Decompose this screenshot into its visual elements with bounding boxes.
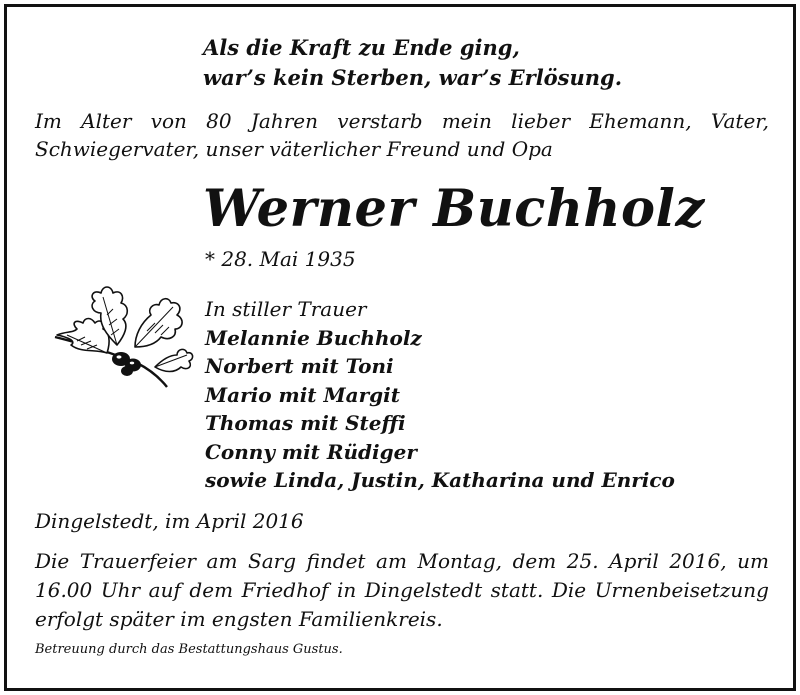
deceased-name: Werner Buchholz xyxy=(203,179,705,239)
details-line-1: Die Trauerfeier am Sarg findet am Montag, dem 25. April 2016, um xyxy=(35,549,769,573)
birth-date: * 28. Mai 1935 xyxy=(205,247,356,271)
memorial-quote xyxy=(203,33,622,93)
funeral-details xyxy=(35,547,769,634)
details-line-2: 16.00 Uhr auf dem Friedhof in Dingelstedt statt. Die Urnenbeisetzung xyxy=(35,578,769,602)
funeral-home-note: Betreuung durch das Bestattungshaus Gustus. xyxy=(35,642,343,657)
details-line-3: erfolgt später im engsten Familienkreis. xyxy=(35,607,443,631)
intro-text xyxy=(35,107,769,163)
quote-line-2: war’s kein Sterben, war’s Erlösung. xyxy=(203,65,623,90)
mourner-name: sowie Linda, Justin, Katharina und Enrico xyxy=(205,468,675,492)
mourner-name: Norbert mit Toni xyxy=(205,354,394,378)
mourner-name: Melannie Buchholz xyxy=(205,325,422,350)
mourners-lead: In stiller Trauer xyxy=(205,297,367,321)
mourner-name: Mario mit Margit xyxy=(205,382,400,407)
intro-line-1: Im Alter von 80 Jahren verstarb mein lieber Ehemann, Vater, xyxy=(35,109,769,133)
mourner-name: Conny mit Rüdiger xyxy=(205,439,417,464)
mourners-list xyxy=(205,295,675,495)
quote-line-1: Als die Kraft zu Ende ging, xyxy=(203,35,520,60)
mourner-name: Thomas mit Steffi xyxy=(205,411,406,435)
place-date: Dingelstedt, im April 2016 xyxy=(35,509,304,533)
oak-branch-icon xyxy=(37,275,197,395)
intro-line-2: Schwiegervater, unser väterlicher Freund und Opa xyxy=(35,137,553,161)
obituary-notice xyxy=(4,4,796,691)
